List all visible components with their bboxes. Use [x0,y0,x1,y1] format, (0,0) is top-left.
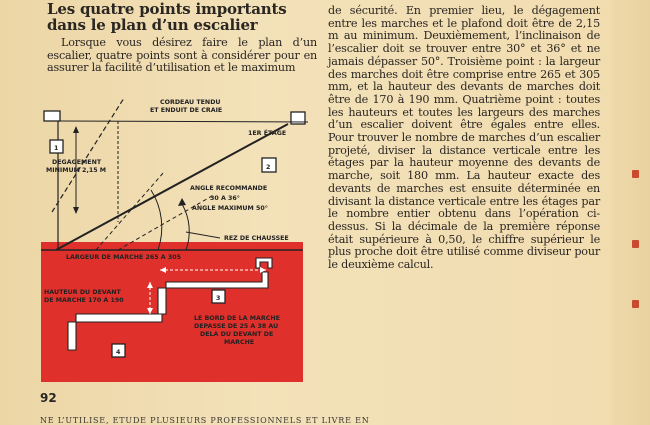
red-section [41,242,303,382]
label-bord-1: LE BORD DE LA MARCHE [194,315,280,322]
svg-text:1: 1 [54,145,59,152]
title-line-1: Les quatre points importants [47,0,287,18]
svg-text:2: 2 [266,164,271,171]
page-title [47,1,317,33]
label-angle-3: ANGLE MAXIMUM 50° [192,205,268,212]
label-bord-2: DEPASSE DE 25 A 38 AU [194,323,279,330]
upper-floor-line [60,121,308,122]
svg-text:3: 3 [216,295,221,302]
intro-paragraph: Lorsque vous désirez faire le plan d’un escalier, quatre points sont à considérer pour en assurer la facilité d’utilisation et le maximum [47,36,317,75]
label-angle-1: ANGLE RECOMMANDE [190,185,268,192]
clearance-dashed-line [52,98,124,212]
footer-text: NE L’UTILISE, ETUDE PLUSIEURS PROFESSIONNELS ET LIVRE EN [40,416,370,425]
label-degagement-1: DEGAGEMENT [52,159,102,166]
label-cordeau-2: ET ENDUIT DE CRAIE [150,107,223,114]
title-line-2: dans le plan d’un escalier [47,16,258,34]
label-bord-3: DELA DU DEVANT DE [200,331,274,338]
label-angle-2: 30 A 36° [210,195,240,202]
page-binding-edge [612,0,650,425]
label-largeur: LARGEUR DE MARCHE 265 A 305 [66,254,181,261]
label-hauteur-1: HAUTEUR DU DEVANT [44,289,121,296]
label-hauteur-2: DE MARCHE 170 A 190 [44,297,124,304]
label-degagement-2: MINIMUM 2,15 M [46,167,107,174]
right-column-text: de sécurité. En premier lieu, le dégagement entre les marches et le plafond doit être de 2,15 m au minimum. Deuxièmement, l’inclinaison de l’escalier doit se trouver entre 30° et 36° et ne jamais dépasser 50°. Troisième point : la largeur des marches doit être comprise entre 265 et 305 mm, et la hauteur des devants de marches doit être de 170 à 190 mm. Quatrième point : toutes les hauteurs et toutes les largeurs des marches d’un escalier doivent être égales entre elles. Pour trouver le nombre de marches d’un escalier projeté, diviser la distance verticale entre les étages par la hauteur moyenne des devants de marche, soit 180 mm. La hauteur exacte des devants de marches est ensuite déterminée en divisant la distance verticale entre les étages par le nombre entier obtenu dans l’opération ci-dessus. Si la décimale de la première réponse était supérieure à 0,50, le chiffre supérieur le plus proche doit être utilisé comme diviseur pour le deuxième calcul. [328,4,600,272]
label-rez: REZ DE CHAUSSEE [224,235,289,242]
svg-text:4: 4 [116,349,121,356]
label-etage: 1ER ÉTAGE [248,130,287,137]
margin-mark [632,240,639,248]
joist-left [44,111,60,121]
margin-mark [632,170,639,178]
staircase-diagram [36,92,308,382]
margin-mark [632,300,639,308]
angle-arc-max [151,190,162,250]
label-cordeau-1: CORDEAU TENDU [160,99,221,106]
page-number: 92 [40,391,57,405]
label-bord-4: MARCHE [224,339,255,346]
